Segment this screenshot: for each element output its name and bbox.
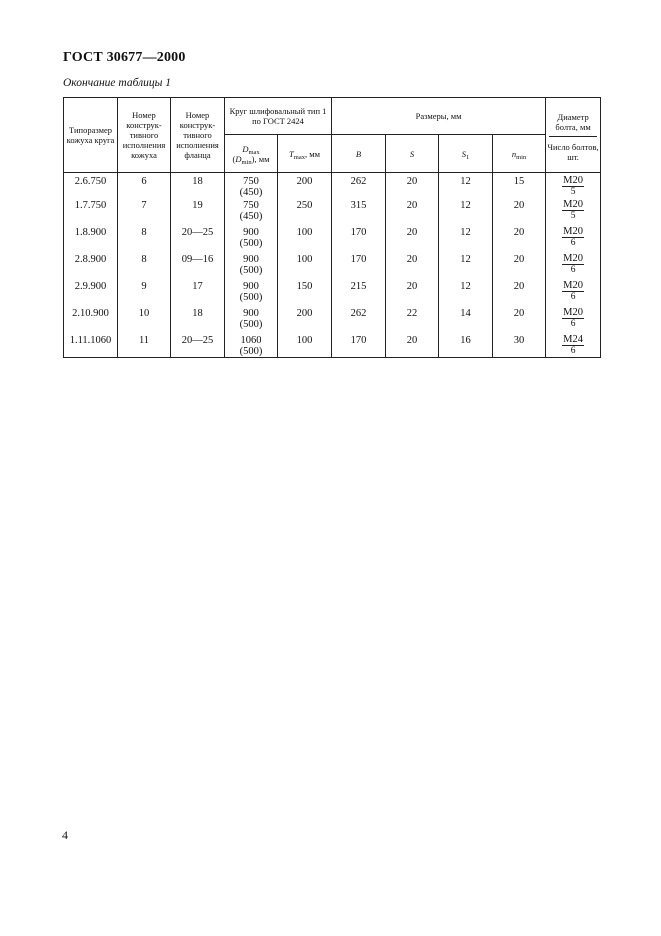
cell-bolt bbox=[546, 281, 601, 308]
cell-t: 250 bbox=[278, 200, 332, 227]
header-bolt bbox=[546, 98, 601, 173]
cell-s1: 12 bbox=[439, 200, 493, 227]
header-flange-design-number: Номер конструк-тивного исполнения фланца bbox=[171, 98, 225, 173]
page-number: 4 bbox=[62, 828, 68, 842]
bolt-diameter: M20 bbox=[563, 253, 583, 264]
document-title: ГОСТ 30677—2000 bbox=[63, 50, 186, 65]
cell-flange: 18 bbox=[171, 173, 225, 201]
header-grinding-wheel-group: Круг шлифовальный тип 1 по ГОСТ 2424 bbox=[225, 98, 332, 135]
header-b bbox=[332, 135, 386, 173]
cell-n: 20 bbox=[493, 227, 546, 254]
header-t-unit: , мм bbox=[304, 148, 320, 159]
header-bolt-count: Число болтов, шт. bbox=[547, 141, 599, 162]
cell-d-min: (500) bbox=[239, 292, 263, 303]
cell-flange: 17 bbox=[171, 281, 225, 308]
header-n-min-symbol: n bbox=[511, 148, 517, 159]
header-s bbox=[386, 135, 439, 173]
cell-n: 20 bbox=[493, 254, 546, 281]
cell-d bbox=[225, 308, 278, 335]
bolt-count: 6 bbox=[570, 319, 576, 329]
cell-size-type: 1.8.900 bbox=[64, 227, 118, 254]
cell-b: 315 bbox=[332, 200, 386, 227]
cell-housing: 7 bbox=[118, 200, 171, 227]
cell-flange: 19 bbox=[171, 200, 225, 227]
bolt-diameter: M24 bbox=[563, 334, 583, 345]
header-dimensions-group: Размеры, мм bbox=[332, 98, 546, 135]
cell-n: 15 bbox=[493, 173, 546, 201]
bolt-fraction bbox=[562, 227, 584, 248]
cell-d-max: 900 bbox=[243, 281, 259, 292]
header-b-symbol: B bbox=[355, 148, 362, 159]
cell-d-max: 900 bbox=[243, 308, 259, 319]
cell-bolt bbox=[546, 335, 601, 358]
cell-t: 100 bbox=[278, 254, 332, 281]
cell-s1: 14 bbox=[439, 308, 493, 335]
cell-d-max: 750 bbox=[243, 200, 259, 211]
header-d-max-symbol: D bbox=[242, 143, 249, 154]
bolt-diameter: M20 bbox=[563, 307, 583, 318]
bolt-count: 5 bbox=[570, 187, 576, 197]
bolt-fraction bbox=[562, 254, 584, 275]
table-caption: Окончание таблицы 1 bbox=[63, 77, 171, 89]
cell-d-max: 1060 bbox=[240, 335, 262, 346]
cell-size-type: 1.11.1060 bbox=[64, 335, 118, 358]
bolt-fraction bbox=[562, 335, 584, 356]
cell-bolt bbox=[546, 254, 601, 281]
cell-bolt bbox=[546, 227, 601, 254]
cell-size-type: 2.8.900 bbox=[64, 254, 118, 281]
header-d-unit: ), мм bbox=[251, 153, 270, 164]
cell-housing: 8 bbox=[118, 254, 171, 281]
cell-d-min: (450) bbox=[239, 187, 263, 198]
bolt-count: 6 bbox=[570, 265, 576, 275]
cell-d-min: (500) bbox=[239, 346, 263, 357]
cell-size-type: 2.6.750 bbox=[64, 173, 118, 201]
cell-d-max: 900 bbox=[243, 254, 259, 265]
header-t-max-sub: max bbox=[293, 153, 305, 161]
header-d-min-sub: min bbox=[241, 158, 252, 166]
header-bolt-diameter: Диаметр болта, мм bbox=[549, 109, 597, 137]
bolt-diameter: M20 bbox=[563, 226, 583, 237]
cell-housing: 6 bbox=[118, 173, 171, 201]
cell-housing: 11 bbox=[118, 335, 171, 358]
cell-n: 20 bbox=[493, 308, 546, 335]
cell-b: 170 bbox=[332, 254, 386, 281]
cell-s: 20 bbox=[386, 227, 439, 254]
cell-t: 100 bbox=[278, 335, 332, 358]
bolt-diameter: M20 bbox=[563, 199, 583, 210]
cell-housing: 10 bbox=[118, 308, 171, 335]
cell-d bbox=[225, 227, 278, 254]
header-t-max bbox=[278, 135, 332, 173]
header-n-min-sub: min bbox=[516, 153, 527, 161]
bolt-fraction bbox=[562, 176, 584, 197]
cell-s: 20 bbox=[386, 335, 439, 358]
header-d-max: $D_{max}$ $(D_{min})$, мм bbox=[225, 135, 278, 173]
header-s1-sub: 1 bbox=[466, 153, 470, 161]
cell-housing: 8 bbox=[118, 227, 171, 254]
cell-d bbox=[225, 281, 278, 308]
table-row bbox=[64, 335, 601, 358]
header-t-max-symbol: T bbox=[289, 148, 294, 159]
header-d-max-sub: max bbox=[248, 148, 260, 156]
table-row bbox=[64, 308, 601, 335]
cell-size-type: 1.7.750 bbox=[64, 200, 118, 227]
cell-n: 30 bbox=[493, 335, 546, 358]
cell-d bbox=[225, 173, 278, 201]
bolt-count: 6 bbox=[570, 238, 576, 248]
cell-s1: 12 bbox=[439, 281, 493, 308]
specification-table bbox=[63, 97, 601, 358]
cell-t: 150 bbox=[278, 281, 332, 308]
table-header bbox=[64, 98, 601, 173]
bolt-count: 5 bbox=[570, 211, 576, 221]
bolt-diameter: M20 bbox=[563, 175, 583, 186]
bolt-count: 6 bbox=[570, 346, 576, 356]
cell-b: 170 bbox=[332, 227, 386, 254]
cell-s: 20 bbox=[386, 281, 439, 308]
header-s1-symbol: S bbox=[461, 148, 467, 159]
cell-s1: 16 bbox=[439, 335, 493, 358]
header-s-symbol: S bbox=[409, 148, 415, 159]
bolt-count: 6 bbox=[570, 292, 576, 302]
cell-d bbox=[225, 254, 278, 281]
cell-b: 262 bbox=[332, 308, 386, 335]
table-row bbox=[64, 227, 601, 254]
bolt-diameter: M20 bbox=[563, 280, 583, 291]
cell-d-min: (500) bbox=[239, 319, 263, 330]
cell-b: 262 bbox=[332, 173, 386, 201]
cell-s: 22 bbox=[386, 308, 439, 335]
cell-d bbox=[225, 200, 278, 227]
cell-d-min: (500) bbox=[239, 238, 263, 249]
cell-t: 200 bbox=[278, 308, 332, 335]
cell-flange: 18 bbox=[171, 308, 225, 335]
cell-t: 200 bbox=[278, 173, 332, 201]
header-housing-design-number: Номер конструк-тивного исполнения кожуха bbox=[118, 98, 171, 173]
cell-s1: 12 bbox=[439, 227, 493, 254]
cell-bolt bbox=[546, 308, 601, 335]
cell-d-min: (500) bbox=[239, 265, 263, 276]
cell-flange: 20—25 bbox=[171, 335, 225, 358]
cell-n: 20 bbox=[493, 281, 546, 308]
header-s1 bbox=[439, 135, 493, 173]
cell-flange: 20—25 bbox=[171, 227, 225, 254]
table-row bbox=[64, 254, 601, 281]
bolt-fraction bbox=[562, 308, 584, 329]
cell-s1: 12 bbox=[439, 173, 493, 201]
cell-b: 215 bbox=[332, 281, 386, 308]
cell-s: 20 bbox=[386, 200, 439, 227]
cell-d-max: 900 bbox=[243, 227, 259, 238]
cell-size-type: 2.10.900 bbox=[64, 308, 118, 335]
cell-t: 100 bbox=[278, 227, 332, 254]
header-d-min-symbol: D bbox=[235, 153, 242, 164]
cell-s: 20 bbox=[386, 254, 439, 281]
cell-s: 20 bbox=[386, 173, 439, 201]
cell-s1: 12 bbox=[439, 254, 493, 281]
cell-b: 170 bbox=[332, 335, 386, 358]
cell-size-type: 2.9.900 bbox=[64, 281, 118, 308]
bolt-fraction bbox=[562, 200, 584, 221]
table-row bbox=[64, 200, 601, 227]
cell-bolt bbox=[546, 173, 601, 201]
table-row bbox=[64, 281, 601, 308]
header-n-min bbox=[493, 135, 546, 173]
table-body bbox=[64, 173, 601, 358]
cell-d-max: 750 bbox=[243, 176, 259, 187]
table-row bbox=[64, 173, 601, 201]
cell-n: 20 bbox=[493, 200, 546, 227]
cell-d bbox=[225, 335, 278, 358]
cell-flange: 09—16 bbox=[171, 254, 225, 281]
cell-d-min: (450) bbox=[239, 211, 263, 222]
cell-bolt bbox=[546, 200, 601, 227]
cell-housing: 9 bbox=[118, 281, 171, 308]
header-size-type: Типоразмер кожуха круга bbox=[64, 98, 118, 173]
bolt-fraction bbox=[562, 281, 584, 302]
